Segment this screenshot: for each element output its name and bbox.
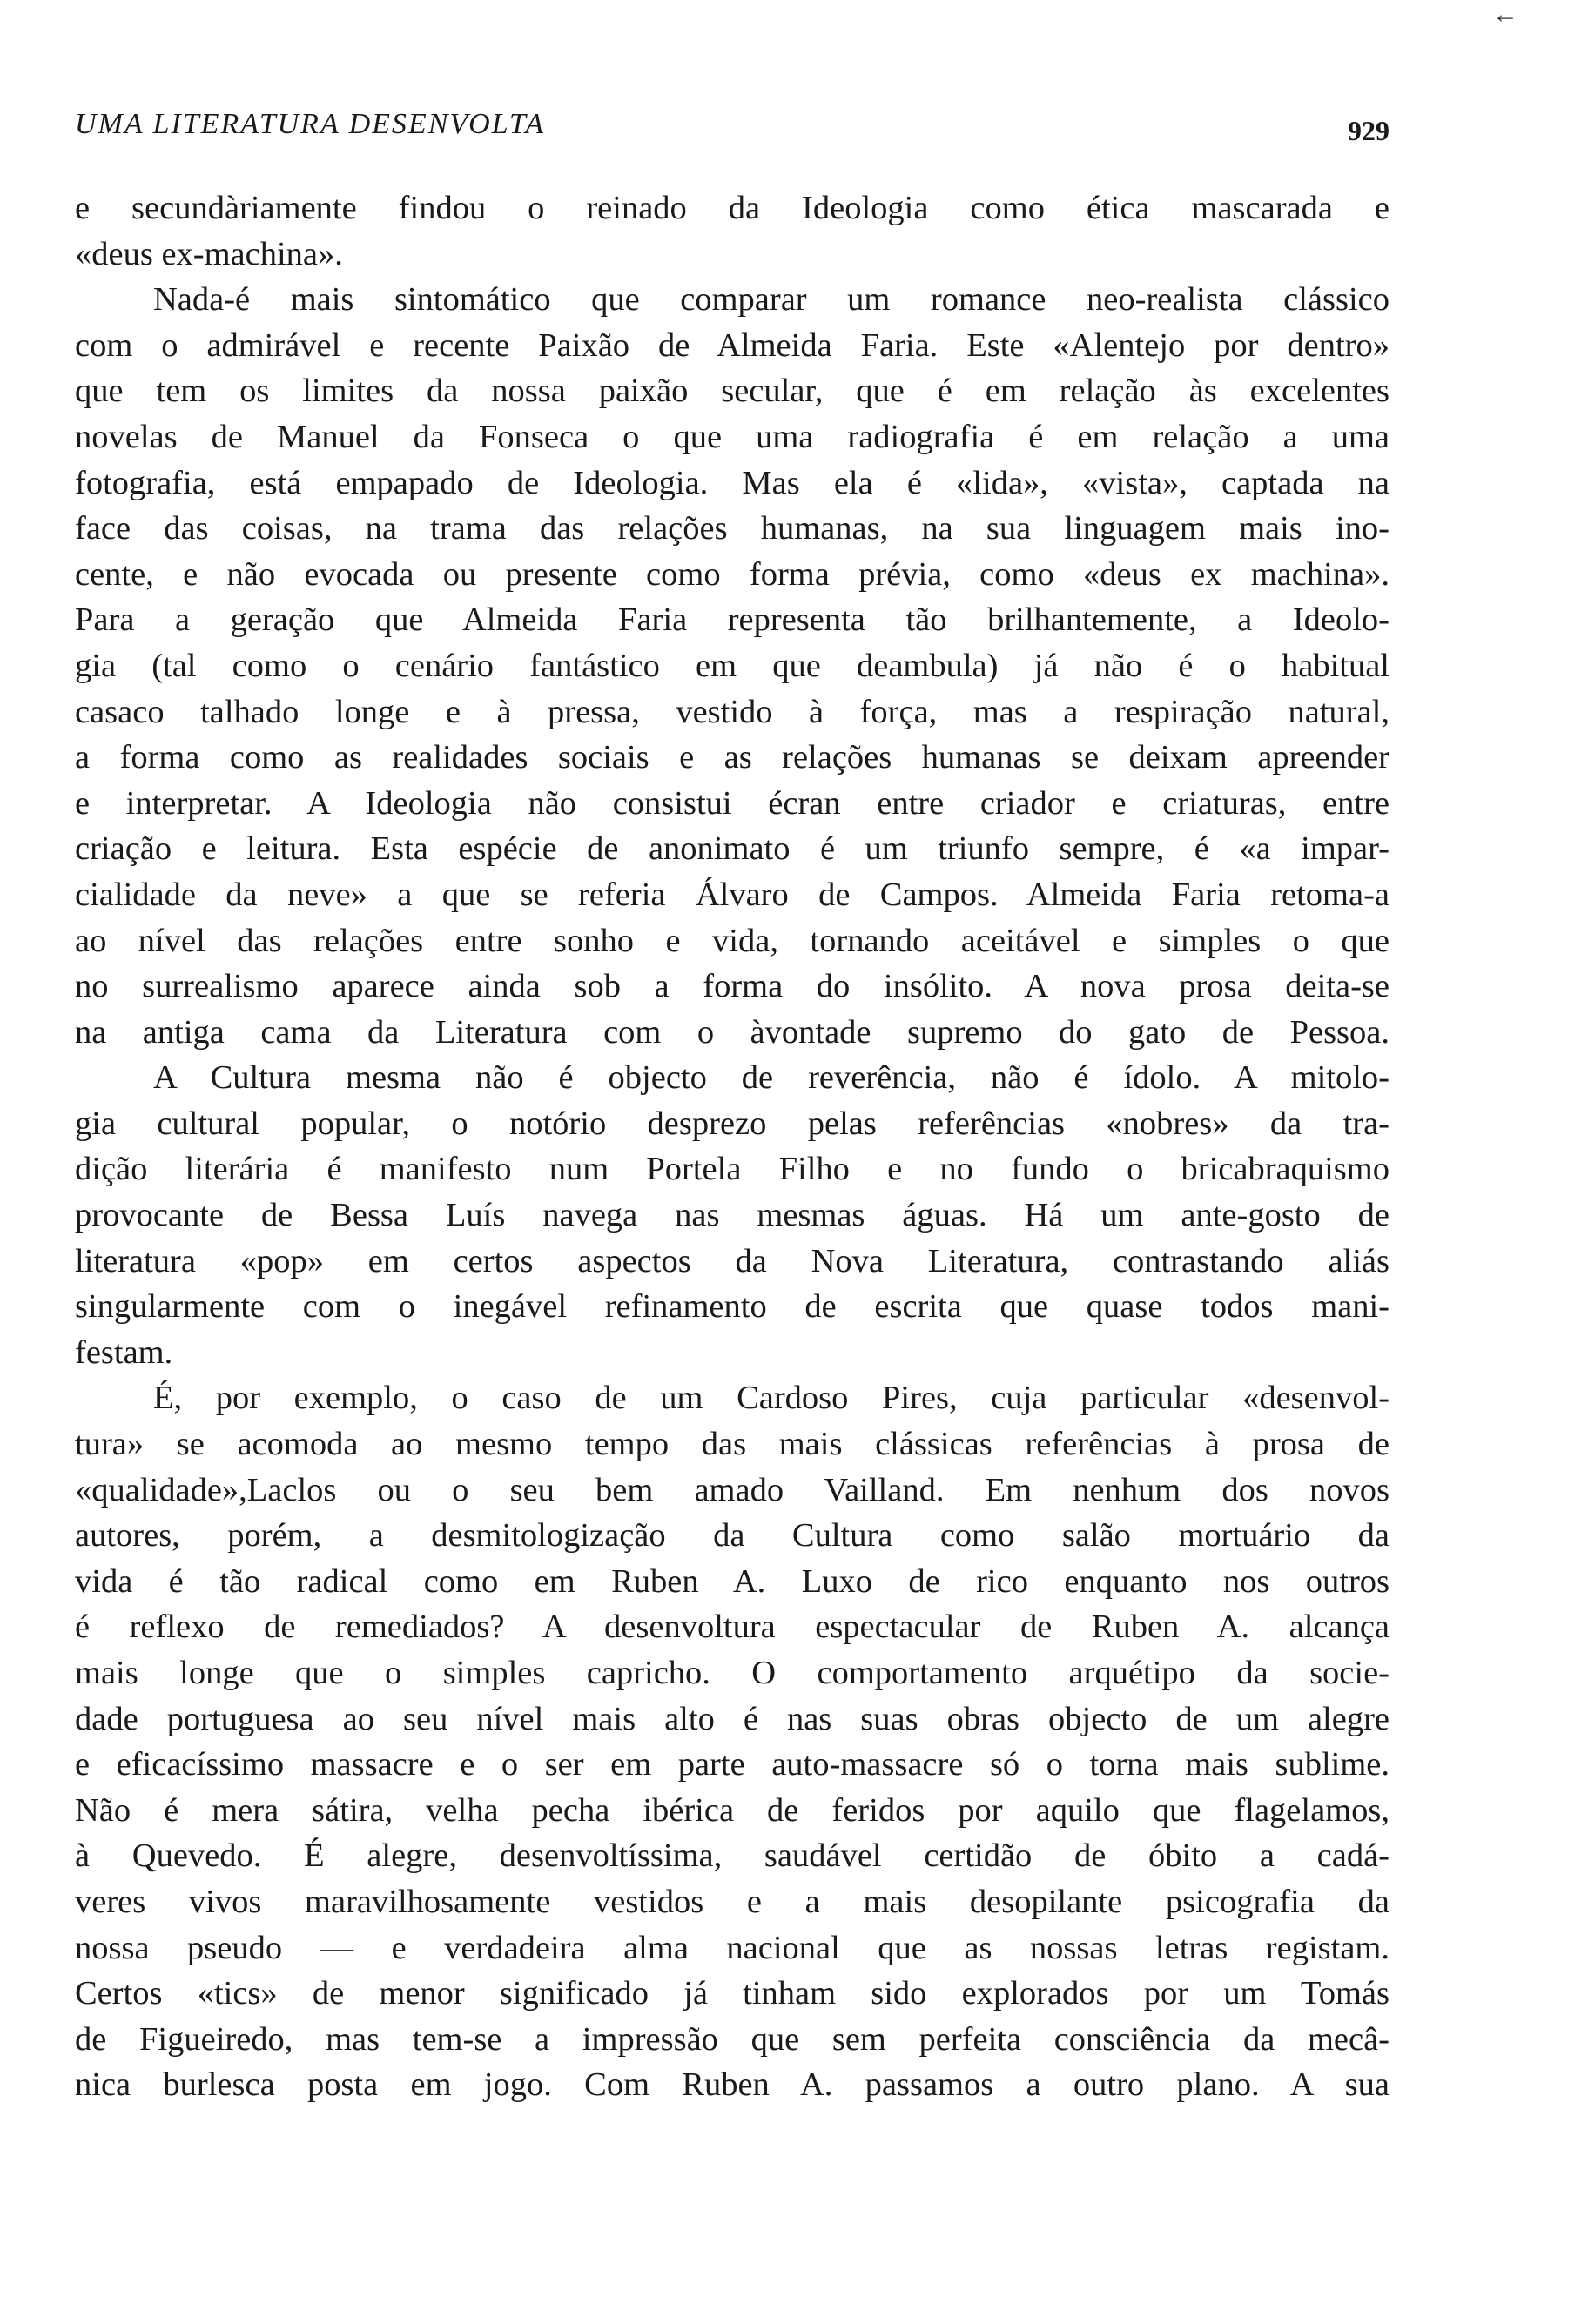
text-line: Para a geração que Almeida Faria representa tão brilhantemente, a Ideolo- <box>75 601 1390 639</box>
text-line: mais longe que o simples capricho. O comportamento arquétipo da socie- <box>75 1655 1390 1691</box>
text-line: casaco talhado longe e à pressa, vestido à força, mas a respiração natural, <box>75 693 1390 730</box>
text-line: literatura «pop» em certos aspectos da Nova Literatura, contrastando aliás <box>75 1242 1390 1280</box>
text-line: e interpretar. A Ideologia não consistui écran entre criador e criaturas, entre <box>75 784 1390 822</box>
text-line: de Figueiredo, mas tem-se a impressão que sem perfeita consciência da mecâ- <box>75 2020 1390 2058</box>
text-line: ao nível das relações entre sonho e vida, tornando aceitável e simples o que <box>75 922 1390 959</box>
text-line: tura» se acomoda ao mesmo tempo das mais clássicas referências à prosa de <box>75 1426 1390 1463</box>
text-line: face das coisas, na trama das relações humanas, na sua linguagem mais ino- <box>75 510 1390 547</box>
text-line: na antiga cama da Literatura com o àvontade supremo do gato de Pessoa. <box>75 1013 1390 1051</box>
text-line: com o admirável e recente Paixão de Almeida Faria. Este «Alentejo por dentro» <box>75 326 1390 364</box>
text-line: fotografia, está empapado de Ideologia. Mas ela é «lida», «vista», captada na <box>75 464 1390 501</box>
text-line: «qualidade»,Laclos ou o seu bem amado Vailland. Em nenhum dos novos <box>75 1471 1390 1508</box>
corner-pencil-mark: ← <box>1492 0 1518 29</box>
text-line: a forma como as realidades sociais e as relações humanas se deixam apreender <box>75 739 1390 776</box>
text-line: A Cultura mesma não é objecto de reverência, não é ídolo. A mitolo- <box>153 1059 1390 1097</box>
text-line: nossa pseudo — e verdadeira alma nacional que as nossas letras registam. <box>75 1929 1390 1966</box>
text-line: cialidade da neve» a que se referia Álvaro de Campos. Almeida Faria retoma-a <box>75 876 1390 913</box>
text-line: que tem os limites da nossa paixão secular, que é em relação às excelentes <box>75 373 1390 410</box>
text-line: Certos «tics» de menor significado já tinham sido explorados por um Tomás <box>75 1975 1390 2012</box>
text-line: e secundàriamente findou o reinado da Ideologia como ética mascarada e <box>75 190 1390 226</box>
text-line: dade portuguesa ao seu nível mais alto é nas suas obras objecto de um alegre <box>75 1700 1390 1737</box>
text-line: novelas de Manuel da Fonseca o que uma radiografia é em relação a uma <box>75 418 1390 455</box>
body-text <box>75 185 1390 2108</box>
text-line: à Quevedo. É alegre, desenvoltíssima, saudável certidão de óbito a cadá- <box>75 1837 1390 1875</box>
page-number: 929 <box>1348 115 1390 146</box>
text-line: Não é mera sátira, velha pecha ibérica de feridos por aquilo que flagelamos, <box>75 1791 1390 1829</box>
text-line: vida é tão radical como em Ruben A. Luxo de rico enquanto nos outros <box>75 1562 1390 1600</box>
text-line: «deus ex-machina». <box>75 235 343 272</box>
text-line: veres vivos maravilhosamente vestidos e a mais desopilante psicografia da <box>75 1883 1390 1920</box>
text-line: autores, porém, a desmitologização da Cultura como salão mortuário da <box>75 1517 1390 1555</box>
text-line: no surrealismo aparece ainda sob a forma do insólito. A nova prosa deita-se <box>75 968 1390 1005</box>
text-line: dição literária é manifesto num Portela Filho e no fundo o bricabraquismo <box>75 1151 1390 1188</box>
text-line: cente, e não evocada ou presente como forma prévia, como «deus ex machina». <box>75 555 1390 593</box>
text-line: provocante de Bessa Luís navega nas mesmas águas. Há um ante-gosto de <box>75 1197 1390 1234</box>
text-line: festam. <box>75 1333 173 1371</box>
running-head <box>75 99 1390 151</box>
text-line: gia cultural popular, o notório desprezo pelas referências «nobres» da tra- <box>75 1105 1390 1142</box>
text-line: gia (tal como o cenário fantástico em que deambula) já não é o habitual <box>75 647 1390 684</box>
text-line: singularmente com o inegável refinamento de escrita que quase todos mani- <box>75 1288 1390 1326</box>
text-line: e eficacíssimo massacre e o ser em parte auto-massacre só o torna mais sublime. <box>75 1746 1390 1783</box>
text-line: criação e leitura. Esta espécie de anonimato é um triunfo sempre, é «a impar- <box>75 830 1390 868</box>
running-title: UMA LITERATURA DESENVOLTA <box>75 108 546 140</box>
text-line: Nada-é mais sintomático que comparar um romance neo-realista clássico <box>153 281 1390 319</box>
text-line: É, por exemplo, o caso de um Cardoso Pires, cuja particular «desenvol- <box>153 1380 1390 1417</box>
text-line: é reflexo de remediados? A desenvoltura espectacular de Ruben A. alcança <box>75 1609 1390 1646</box>
text-line: nica burlesca posta em jogo. Com Ruben A. passamos a outro plano. A sua <box>75 2066 1390 2104</box>
